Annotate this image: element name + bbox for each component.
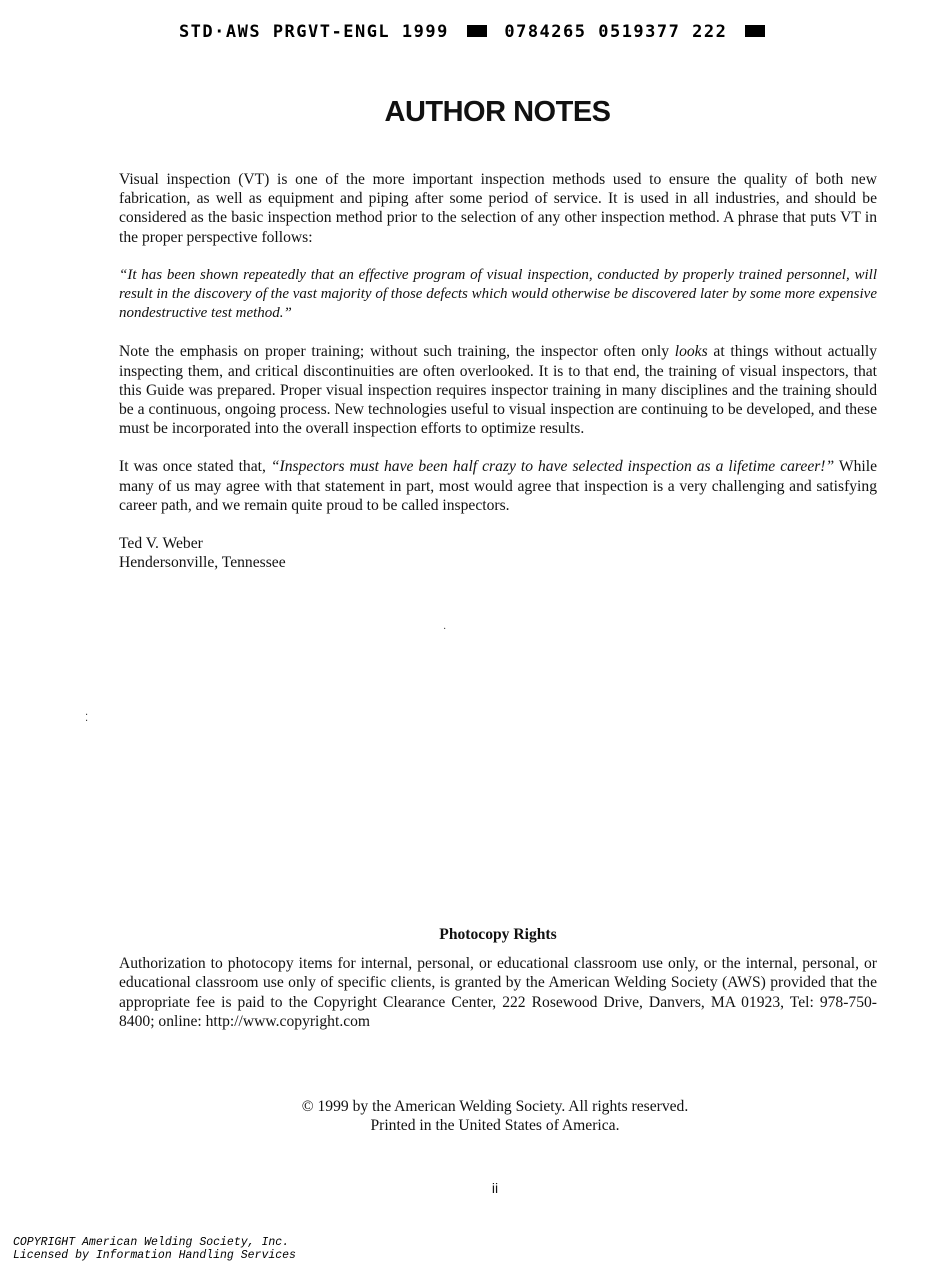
scan-speck-left: ⁚ xyxy=(85,713,89,724)
paragraph-training-end: at things without actually inspecting them, and critical discontinuities are often overlooked. It is to that end, the training of visual inspectors, that this Guide was prepared. Proper visual inspection requires inspector training in many disciplines and the training should be a continuous, ongoing process. New technologies useful to visual inspection are continuing to be developed, and these must be incorporated into the overall inspection efforts to optimize results. xyxy=(119,343,877,438)
copyright-notice xyxy=(0,1097,950,1135)
paragraph-training-start: Note the emphasis on proper training; without such training, the inspector often only xyxy=(119,343,675,361)
black-block-mark xyxy=(467,25,487,37)
paragraph-intro: Visual inspection (VT) is one of the more important inspection methods used to ensure the quality of both new fabrication, as well as equipment and piping after some period of service. It is used in all industries, and should be considered as the basic inspection method prior to the selection of any other inspection method. A phrase that puts VT in the proper perspective follows: xyxy=(119,171,877,246)
document-code-left: STD·AWS PRGVT-ENGL 1999 xyxy=(178,22,449,42)
photocopy-text: Authorization to photocopy items for internal, personal, or educational classroom use only, or the internal, personal, or educational classroom use only of specific clients, is granted by the American Welding Society (AWS) provided that the appropriate fee is paid to the Copyright Clearance Center, 222 Rosewood Drive, Danvers, MA 01923, Tel: 978-750-8400; online: http://www.copyright.com xyxy=(119,955,877,1030)
paragraph-training xyxy=(119,342,877,438)
copyright-line: © 1999 by the American Welding Society. All rights reserved. xyxy=(301,1098,689,1115)
page-number: ii xyxy=(491,1180,499,1196)
emphasis-looks: looks xyxy=(674,343,708,361)
footer-license: Licensed by Information Handling Services xyxy=(13,1249,296,1262)
document-code-right: 0784265 0519377 222 xyxy=(504,22,728,42)
black-block-mark-end xyxy=(745,25,765,37)
author-name: Ted V. Weber xyxy=(119,535,203,553)
paragraph-career xyxy=(119,457,877,515)
license-footer xyxy=(13,1236,296,1262)
paragraph-career-end: While many of us may agree with that statement in part, most would agree that inspection is a very challenging and satisfying career path, and we remain quite proud to be called inspectors. xyxy=(119,458,877,514)
photocopy-rights-section xyxy=(119,925,877,1031)
footer-copyright: COPYRIGHT American Welding Society, Inc. xyxy=(13,1236,290,1249)
paragraph-career-start: It was once stated that, xyxy=(119,458,271,476)
emphasis-career-quote: “Inspectors must have been half crazy to have selected inspection as a lifetime career!” xyxy=(270,458,835,476)
paragraph-quote: “It has been shown repeatedly that an effective program of visual inspection, conducted by properly trained personnel, will result in the discovery of the vast majority of those defects which would otherwise be discovered later by some more expensive nondestructive test method.” xyxy=(119,266,877,322)
author-notes-body xyxy=(119,170,877,572)
photocopy-heading: Photocopy Rights xyxy=(439,926,557,943)
document-code-header xyxy=(0,22,950,42)
scan-speck: · xyxy=(443,624,447,635)
printed-line: Printed in the United States of America. xyxy=(370,1117,620,1135)
author-location: Hendersonville, Tennessee xyxy=(119,554,286,572)
author-signature xyxy=(119,534,877,572)
page-title: AUTHOR NOTES xyxy=(384,96,611,128)
